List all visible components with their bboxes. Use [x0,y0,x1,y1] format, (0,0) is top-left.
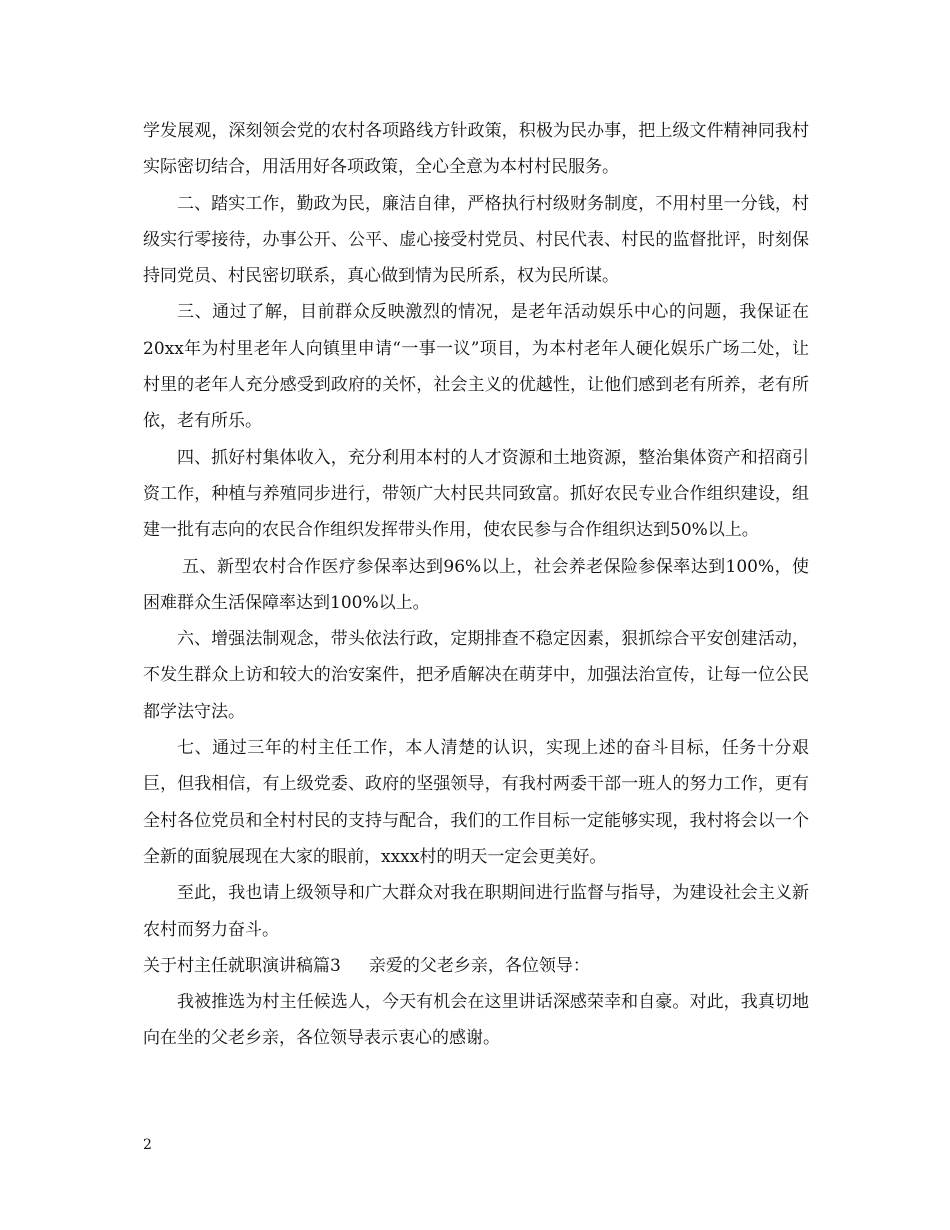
paragraph-item-4: 四、抓好村集体收入，充分利用本村的人才资源和土地资源，整治集体资产和招商引资工作，种植与养殖同步进行，带领广大村民共同致富。抓好农民专业合作组织建设，组建一批有志向的农民合作组织发挥带头作用，使农民参与合作组织达到50%以上。 [143,447,809,541]
paragraph-opening: 我被推选为村主任候选人，今天有机会在这里讲话深感荣幸和自豪。对此，我真切地向在坐的父老乡亲，各位领导表示衷心的感谢。 [143,992,809,1049]
paragraph-item-2: 二、踏实工作，勤政为民，廉洁自律，严格执行村级财务制度，不用村里一分钱，村级实行零接待，办事公开、公平、虚心接受村党员、村民代表、村民的监督批评，时刻保持同党员、村民密切联系，真心做到情为民所系，权为民所谋。 [143,193,809,287]
paragraph-item-6: 六、增强法制观念，带头依法行政，定期排查不稳定因素，狠抓综合平安创建活动，不发生群众上访和较大的治安案件，把矛盾解决在萌芽中，加强法治宣传，让每一位公民都学法守法。 [143,629,809,722]
paragraph-item-5: 五、新型农村合作医疗参保率达到96%以上，社会养老保险参保率达到100%，使困难群众生活保障率达到100%以上。 [143,556,809,613]
paragraph-item-3: 三、通过了解，目前群众反映激烈的情况，是老年活动娱乐中心的问题，我保证在20xx年为村里老年人向镇里申请“一事一议”项目，为本村老年人硬化娱乐广场二处，让村里的老年人充分感受到政府的关怀，社会主义的优越性，让他们感到老有所养，老有所依，老有所乐。 [143,302,809,432]
section-title: 关于村主任就职演讲稿篇3 [143,955,341,976]
document-body [143,113,809,1057]
paragraph-conclusion: 至此，我也请上级领导和广大群众对我在职期间进行监督与指导，为建设社会主义新农村而努力奋斗。 [143,883,809,940]
page-number: 2 [143,1137,152,1153]
salutation: 亲爱的父老乡亲，各位领导： [368,955,590,976]
section-heading [143,948,809,984]
paragraph-item-7: 七、通过三年的村主任工作，本人清楚的认识，实现上述的奋斗目标，任务十分艰巨，但我相信，有上级党委、政府的坚强领导，有我村两委干部一班人的努力工作，更有全村各位党员和全村村民的支持与配合，我们的工作目标一定能够实现，我村将会以一个全新的面貌展现在大家的眼前，xxxx村的明天一定会更美好。 [143,738,809,867]
paragraph-continuation: 学发展观，深刻领会党的农村各项路线方针政策，积极为民办事，把上级文件精神同我村实际密切结合，用活用好各项政策，全心全意为本村村民服务。 [143,121,809,178]
